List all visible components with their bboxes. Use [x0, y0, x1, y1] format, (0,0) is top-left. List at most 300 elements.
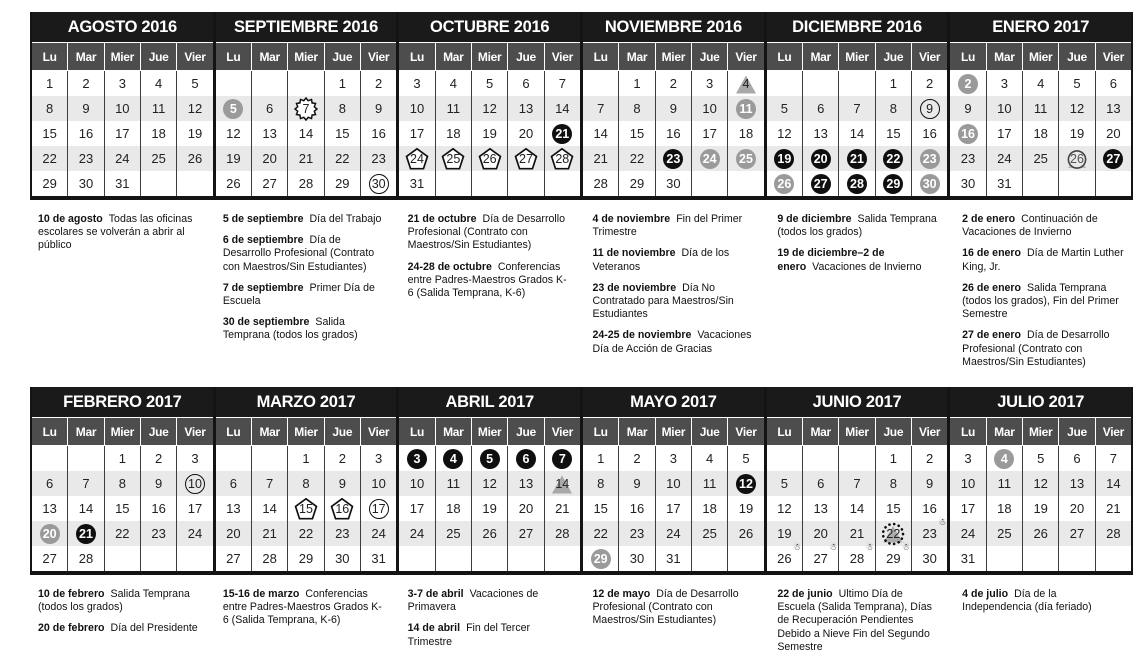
no-students-day-marker: 27	[1103, 149, 1123, 169]
day-number: 13	[42, 501, 57, 517]
day-cell	[986, 496, 1022, 521]
day-cell	[360, 446, 396, 471]
month-grid	[583, 446, 764, 571]
day-cell	[986, 471, 1022, 496]
day-number: 7	[1109, 451, 1117, 467]
day-number: 29	[42, 176, 57, 191]
day-cell	[727, 546, 763, 571]
day-number: 6	[1073, 451, 1081, 467]
day-cell	[875, 121, 911, 146]
day-number: 27	[42, 551, 57, 567]
legend-text: Fin del Tercer Trimestre	[407, 622, 531, 648]
day-cell	[875, 146, 911, 171]
weekday-header-row	[399, 42, 580, 71]
week-row	[583, 171, 764, 196]
legend-entry	[408, 622, 571, 648]
day-number: 31	[371, 551, 386, 567]
day-cell	[435, 546, 471, 571]
day-cell	[104, 471, 140, 496]
day-cell	[544, 171, 580, 196]
day-cell	[287, 521, 323, 546]
day-cell	[324, 171, 360, 196]
day-cell	[727, 521, 763, 546]
day-cell	[911, 121, 947, 146]
day-number: 2	[375, 76, 383, 91]
day-cell	[176, 96, 212, 121]
day-cell	[507, 96, 543, 121]
day-cell	[251, 471, 287, 496]
week-row	[767, 96, 948, 121]
day-cell	[287, 121, 323, 146]
day-number: 2	[633, 451, 641, 467]
day-cell	[618, 71, 654, 96]
legend-date: 15-16 de marzo	[222, 588, 300, 601]
day-cell	[176, 121, 212, 146]
day-cell	[838, 496, 874, 521]
month-abril-2017	[399, 387, 580, 571]
day-cell	[1022, 446, 1058, 471]
day-cell	[1058, 71, 1094, 96]
day-cell	[507, 471, 543, 496]
day-cell	[1058, 546, 1094, 571]
legend-date: 27 de enero	[962, 329, 1022, 342]
legend-entry	[223, 213, 386, 226]
day-number: 2	[926, 451, 934, 467]
day-number: 6	[522, 76, 530, 91]
month-mayo-2017	[583, 387, 764, 571]
day-cell	[140, 146, 176, 171]
day-number: 13	[518, 476, 534, 492]
day-cell	[1058, 446, 1094, 471]
weekday-header: Jue	[324, 43, 360, 70]
weekday-header: Jue	[875, 43, 911, 70]
day-cell	[691, 446, 727, 471]
weekday-header: Vier	[360, 43, 396, 70]
legend-text: Vacaciones de Primavera	[407, 588, 539, 614]
day-cell	[583, 496, 618, 521]
day-number: 18	[997, 501, 1012, 517]
weekday-header: Lu	[950, 43, 985, 70]
day-number: 21	[298, 151, 314, 166]
day-number: 18	[151, 126, 166, 141]
day-number: 3	[191, 451, 199, 467]
day-cell	[911, 546, 947, 571]
day-cell	[838, 146, 874, 171]
day-number: 6	[266, 101, 274, 116]
day-cell	[399, 496, 434, 521]
week-row	[583, 96, 764, 121]
day-cell	[1058, 121, 1094, 146]
day-cell	[727, 496, 763, 521]
day-cell	[911, 71, 947, 96]
day-cell	[176, 546, 212, 571]
weekday-header-row	[216, 417, 397, 446]
day-number: 3	[964, 451, 972, 467]
week-row	[950, 146, 1131, 171]
month-agosto-2016	[32, 12, 213, 196]
day-number: 10	[409, 476, 425, 492]
day-cell	[950, 546, 985, 571]
legend-entry	[223, 282, 386, 308]
day-cell	[435, 446, 471, 471]
day-cell	[32, 171, 67, 196]
snow-makeup-day-icon: ☃	[938, 518, 947, 529]
day-cell	[655, 146, 691, 171]
legend-text: Día de Desarrollo Profesional (Contrato con Maestros/Sin Estudiantes)	[222, 234, 375, 273]
day-number: 8	[889, 476, 897, 492]
day-number: 19	[777, 526, 792, 542]
no-students-day-marker: 21	[76, 524, 96, 544]
day-cell	[216, 521, 251, 546]
day-number: 23	[960, 151, 976, 166]
day-number: 9	[926, 476, 934, 492]
day-cell	[767, 171, 802, 196]
holiday-marker: 2	[958, 74, 978, 94]
weekday-header: Vier	[727, 418, 763, 445]
month-title: ABRIL 2017	[399, 387, 580, 417]
weekday-header-row	[583, 417, 764, 446]
day-cell	[691, 496, 727, 521]
day-number: 20	[262, 151, 277, 166]
day-cell	[251, 121, 287, 146]
week-row	[950, 96, 1131, 121]
day-cell	[911, 446, 947, 471]
day-cell	[691, 521, 727, 546]
legend-date: 24-25 de noviembre	[592, 329, 692, 342]
day-cell	[32, 146, 67, 171]
day-number: 19	[482, 501, 497, 517]
day-cell	[216, 546, 251, 571]
day-cell	[324, 471, 360, 496]
snow-makeup-day-icon: ☃	[792, 543, 802, 554]
day-cell	[1022, 521, 1058, 546]
day-number: 14	[1106, 476, 1121, 492]
legend-date: 22 de junio	[777, 588, 833, 601]
legend-text: Día No Contratado para Maestros/Sin Estudiantes	[592, 281, 734, 321]
day-number: 14	[593, 126, 608, 141]
month-febrero-2017	[32, 387, 213, 571]
month-grid	[216, 446, 397, 571]
day-cell	[802, 446, 838, 471]
month-title: FEBRERO 2017	[32, 387, 213, 417]
day-cell	[399, 446, 434, 471]
day-cell	[324, 446, 360, 471]
legend-date: 3-7 de abril	[407, 588, 464, 601]
day-cell	[176, 471, 212, 496]
conference-marker: 16	[330, 497, 354, 521]
day-number: 25	[1033, 151, 1048, 166]
day-cell	[838, 471, 874, 496]
no-students-day-marker: 12	[736, 474, 756, 494]
day-number: 28	[298, 176, 314, 191]
day-cell	[435, 146, 471, 171]
day-cell	[691, 146, 727, 171]
weekday-header: Mier	[838, 43, 874, 70]
legend-column	[773, 213, 944, 377]
day-cell	[911, 471, 947, 496]
snow-makeup-day-icon: ☃	[901, 543, 910, 554]
day-number: 30	[666, 176, 681, 191]
day-number: 11	[1033, 101, 1048, 116]
day-cell	[360, 546, 396, 571]
day-cell	[140, 96, 176, 121]
day-cell	[324, 521, 360, 546]
day-cell	[618, 446, 654, 471]
day-number: 2	[669, 76, 677, 91]
day-cell	[875, 96, 911, 121]
week-row	[399, 146, 580, 171]
day-cell	[216, 496, 251, 521]
day-cell	[583, 446, 618, 471]
day-number: 6	[1109, 76, 1117, 91]
day-cell	[655, 96, 691, 121]
weekday-header: Mar	[618, 418, 654, 445]
weekday-header: Vier	[360, 418, 396, 445]
day-number: 9	[633, 476, 641, 492]
day-number: 31	[115, 176, 130, 191]
day-cell	[251, 96, 287, 121]
day-number: 16	[922, 501, 937, 517]
calendar	[30, 12, 1133, 662]
day-number: 18	[446, 126, 461, 141]
week-row	[32, 521, 213, 546]
day-number: 8	[302, 476, 310, 492]
weekday-header-row	[32, 42, 213, 71]
day-cell	[1022, 171, 1058, 196]
day-cell	[544, 521, 580, 546]
month-grid	[767, 71, 948, 196]
day-number: 13	[1069, 476, 1085, 492]
day-cell	[104, 546, 140, 571]
month-title: MAYO 2017	[583, 387, 764, 417]
legend-entry	[408, 588, 571, 614]
day-number: 28	[593, 176, 608, 191]
day-cell	[1095, 496, 1131, 521]
day-cell	[767, 96, 802, 121]
legend-column	[588, 213, 759, 377]
holiday-marker: 30	[920, 174, 940, 194]
day-number: 5	[486, 76, 494, 91]
day-number: 1	[302, 451, 310, 467]
day-number: 26	[482, 526, 497, 542]
day-cell	[838, 543, 874, 571]
day-cell	[583, 521, 618, 546]
day-number: 23	[629, 526, 645, 542]
day-cell	[435, 521, 471, 546]
legend-text: Día de la Independencia (día feriado)	[962, 588, 1092, 614]
day-cell	[950, 496, 985, 521]
day-number: 1	[633, 76, 641, 91]
no-students-day-marker: 3	[407, 449, 427, 469]
day-cell	[176, 446, 212, 471]
day-number: 11	[151, 101, 166, 116]
legend-date: 4 de julio	[962, 588, 1009, 601]
week-row	[583, 71, 764, 96]
legend-entry	[592, 329, 755, 355]
legend-column	[958, 213, 1129, 377]
week-row	[399, 546, 580, 571]
day-number: 8	[338, 101, 346, 116]
week-row	[950, 121, 1131, 146]
day-cell	[507, 496, 543, 521]
day-number: 5	[780, 101, 788, 116]
day-cell	[360, 171, 396, 196]
day-cell	[104, 496, 140, 521]
day-cell	[216, 96, 251, 121]
day-number: 27	[813, 551, 828, 567]
conference-marker: 15	[294, 497, 318, 521]
legend-date: 23 de noviembre	[592, 281, 677, 294]
day-number: 16	[78, 126, 94, 141]
week-row	[950, 446, 1131, 471]
day-cell	[1058, 96, 1094, 121]
day-cell	[251, 71, 287, 96]
day-cell	[583, 146, 618, 171]
week-row	[216, 471, 397, 496]
day-cell	[360, 121, 396, 146]
weekday-header: Vier	[176, 418, 212, 445]
day-cell	[986, 546, 1022, 571]
day-cell	[691, 96, 727, 121]
early-release-marker: 30	[369, 174, 389, 194]
day-cell	[1095, 171, 1131, 196]
day-number: 3	[669, 451, 677, 467]
legend-column	[404, 213, 575, 377]
legend-text: Todas las oficinas escolares se volverán a abrir al público	[38, 213, 193, 252]
day-cell	[324, 496, 360, 521]
weekday-header: Lu	[583, 43, 618, 70]
day-cell	[360, 471, 396, 496]
day-cell	[655, 121, 691, 146]
day-number: 12	[482, 476, 497, 492]
day-number: 19	[1033, 501, 1048, 517]
day-cell	[140, 521, 176, 546]
weekday-header: Lu	[32, 43, 67, 70]
legend-text: Conferencias entre Padres-Maestros Grados K-6 (Salida Temprana, K-6)	[407, 260, 567, 300]
day-number: 11	[446, 101, 461, 116]
day-cell	[471, 546, 507, 571]
day-cell	[140, 171, 176, 196]
day-cell	[986, 121, 1022, 146]
day-number: 21	[262, 526, 277, 542]
legend-column	[958, 588, 1129, 662]
week-row	[216, 71, 397, 96]
day-cell	[251, 496, 287, 521]
day-cell	[618, 546, 654, 571]
legend-column	[773, 588, 944, 662]
day-cell	[324, 96, 360, 121]
week-row	[950, 71, 1131, 96]
legend-entry	[962, 213, 1125, 239]
day-number: 2	[926, 76, 934, 91]
day-number: 15	[42, 126, 57, 141]
day-number: 15	[593, 501, 608, 517]
week-row	[950, 546, 1131, 571]
day-cell	[324, 121, 360, 146]
day-cell	[618, 521, 654, 546]
day-cell	[67, 171, 103, 196]
day-cell	[618, 471, 654, 496]
weekday-header: Mier	[104, 418, 140, 445]
month-marzo-2017	[216, 387, 397, 571]
day-cell	[1058, 496, 1094, 521]
day-number: 24	[115, 151, 130, 166]
day-number: 28	[1106, 526, 1121, 542]
day-cell	[802, 96, 838, 121]
weekday-header-row	[32, 417, 213, 446]
month-title: NOVIEMBRE 2016	[583, 12, 764, 42]
day-cell	[655, 521, 691, 546]
day-cell	[1058, 171, 1094, 196]
day-cell	[176, 71, 212, 96]
week-row	[216, 446, 397, 471]
week-row	[32, 121, 213, 146]
day-cell	[67, 146, 103, 171]
legend-entry	[592, 282, 755, 322]
day-number: 10	[960, 476, 976, 492]
day-cell	[507, 146, 543, 171]
weekday-header: Mar	[802, 418, 838, 445]
week-row	[767, 146, 948, 171]
day-number: 14	[262, 501, 277, 517]
weekday-header: Mier	[1022, 43, 1058, 70]
day-number: 5	[742, 451, 750, 467]
day-number: 7	[597, 101, 605, 116]
week-row	[583, 146, 764, 171]
day-cell	[216, 71, 251, 96]
day-number: 14	[78, 501, 94, 517]
day-number: 1	[889, 76, 897, 91]
holiday-marker: 29	[591, 549, 611, 569]
day-number: 13	[813, 126, 828, 141]
day-cell	[287, 146, 323, 171]
day-number: 11	[446, 476, 461, 492]
early-release-marker: 17	[369, 499, 389, 519]
day-cell	[875, 71, 911, 96]
week-row	[767, 471, 948, 496]
day-cell	[287, 446, 323, 471]
month-grid	[32, 71, 213, 196]
day-number: 9	[669, 101, 677, 116]
day-number: 9	[964, 101, 972, 116]
no-students-day-marker: 23	[663, 149, 683, 169]
day-cell	[986, 71, 1022, 96]
week-row	[216, 121, 397, 146]
day-cell	[727, 121, 763, 146]
day-number: 22	[42, 151, 57, 166]
day-cell	[32, 121, 67, 146]
week-row	[767, 171, 948, 196]
legend-date: 20 de febrero	[38, 622, 105, 635]
week-row	[216, 521, 397, 546]
month-enero-2017	[950, 12, 1131, 196]
day-number: 17	[115, 126, 130, 141]
day-cell	[435, 171, 471, 196]
weekday-header: Mar	[618, 43, 654, 70]
day-number: 4	[706, 451, 714, 467]
holiday-marker: 4	[994, 449, 1014, 469]
legend-text: Día del Trabajo	[309, 213, 382, 225]
day-cell	[583, 96, 618, 121]
day-cell	[950, 171, 985, 196]
week-row	[767, 446, 948, 471]
week-row	[399, 171, 580, 196]
weekday-header: Lu	[950, 418, 985, 445]
day-number: 14	[555, 101, 570, 116]
day-number: 18	[446, 501, 461, 517]
day-cell	[583, 121, 618, 146]
month-title: MARZO 2017	[216, 387, 397, 417]
